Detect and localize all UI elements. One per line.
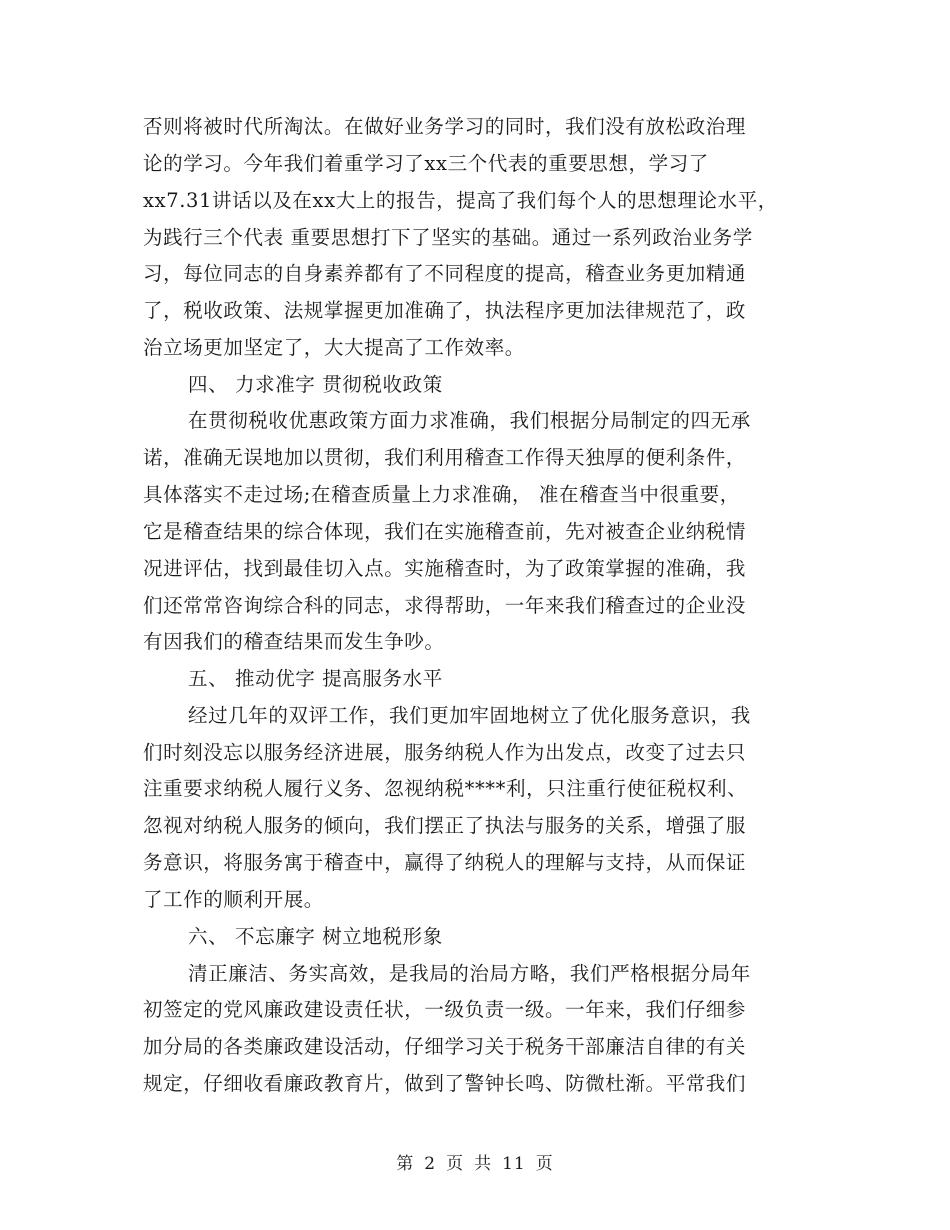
footer-label-total-unit: 页: [535, 1154, 554, 1174]
body-text-line: 经过几年的双评工作，我们更加牢固地树立了优化服务意识，我: [188, 704, 751, 727]
body-text-line: 注重要求纳税人履行义务、忽视纳税****利，只注重行使征税权利、: [143, 777, 748, 800]
body-text-line: 加分局的各类廉政建设活动，仔细学习关于税务干部廉洁自律的有关: [143, 1035, 747, 1058]
body-text-line: 具体落实不走过场;在稽查质量上力求准确， 准在稽查当中很重要，: [143, 483, 740, 506]
body-text-line: 忽视对纳税人服务的倾向，我们摆正了执法与服务的关系，增强了服: [143, 814, 747, 837]
body-text-line: 有因我们的稽查结果而发生争吵。: [143, 630, 445, 653]
footer-label-total: 共: [474, 1154, 493, 1174]
body-text-line: 它是稽查结果的综合体现，我们在实施稽查前，先对被查企业纳税情: [143, 520, 747, 543]
body-text-line: 清正廉洁、务实高效，是我局的治局方略，我们严格根据分局年: [188, 962, 751, 985]
footer-label-page-unit: 页: [446, 1154, 465, 1174]
section-heading-6: 六、 不忘廉字 树立地税形象: [188, 925, 443, 948]
body-text-line: 了工作的顺利开展。: [143, 888, 324, 911]
page-footer: [0, 1152, 950, 1176]
body-text-line: 初签定的党风廉政建设责任状，一级负责一级。一年来，我们仔细参: [143, 998, 747, 1021]
footer-total-pages: 11: [502, 1154, 526, 1174]
body-text-line: 规定，仔细收看廉政教育片，做到了警钟长鸣、防微杜渐。平常我们: [143, 1072, 747, 1095]
body-text-line: 况进评估，找到最佳切入点。实施稽查时，为了政策掌握的准确，我: [143, 557, 747, 580]
footer-current-page: 2: [424, 1154, 437, 1174]
body-text-line: 诺，准确无误地加以贯彻，我们利用稽查工作得天独厚的便利条件，: [143, 446, 747, 469]
body-text-line: 在贯彻税收优惠政策方面力求准确，我们根据分局制定的四无承: [188, 409, 751, 432]
body-text-line: 论的学习。今年我们着重学习了xx三个代表的重要思想，学习了: [143, 152, 709, 175]
body-text-line: xx7.31讲话以及在xx大上的报告，提高了我们每个人的思想理论水平，: [143, 189, 778, 212]
body-text-line: 务意识，将服务寓于稽查中，赢得了纳税人的理解与支持，从而保证: [143, 851, 747, 874]
body-text-line: 了，税收政策、法规掌握更加准确了，执法程序更加法律规范了，政: [143, 299, 747, 322]
body-text-line: 否则将被时代所淘汰。在做好业务学习的同时，我们没有放松政治理: [143, 115, 747, 138]
body-text-line: 们还常常咨询综合科的同志，求得帮助，一年来我们稽查过的企业没: [143, 594, 747, 617]
footer-label-page: 第: [396, 1154, 415, 1174]
body-text-line: 治立场更加坚定了，大大提高了工作效率。: [143, 336, 525, 359]
body-text-line: 们时刻没忘以服务经济进展，服务纳税人作为出发点，改变了过去只: [143, 741, 747, 764]
section-heading-5: 五、 推动优字 提高服务水平: [188, 667, 443, 690]
body-text-line: 习，每位同志的自身素养都有了不同程度的提高，稽查业务更加精通: [143, 262, 747, 285]
body-text-line: 为践行三个代表 重要思想打下了坚实的基础。通过一系列政治业务学: [143, 226, 753, 249]
section-heading-4: 四、 力求准字 贯彻税收政策: [188, 373, 443, 396]
